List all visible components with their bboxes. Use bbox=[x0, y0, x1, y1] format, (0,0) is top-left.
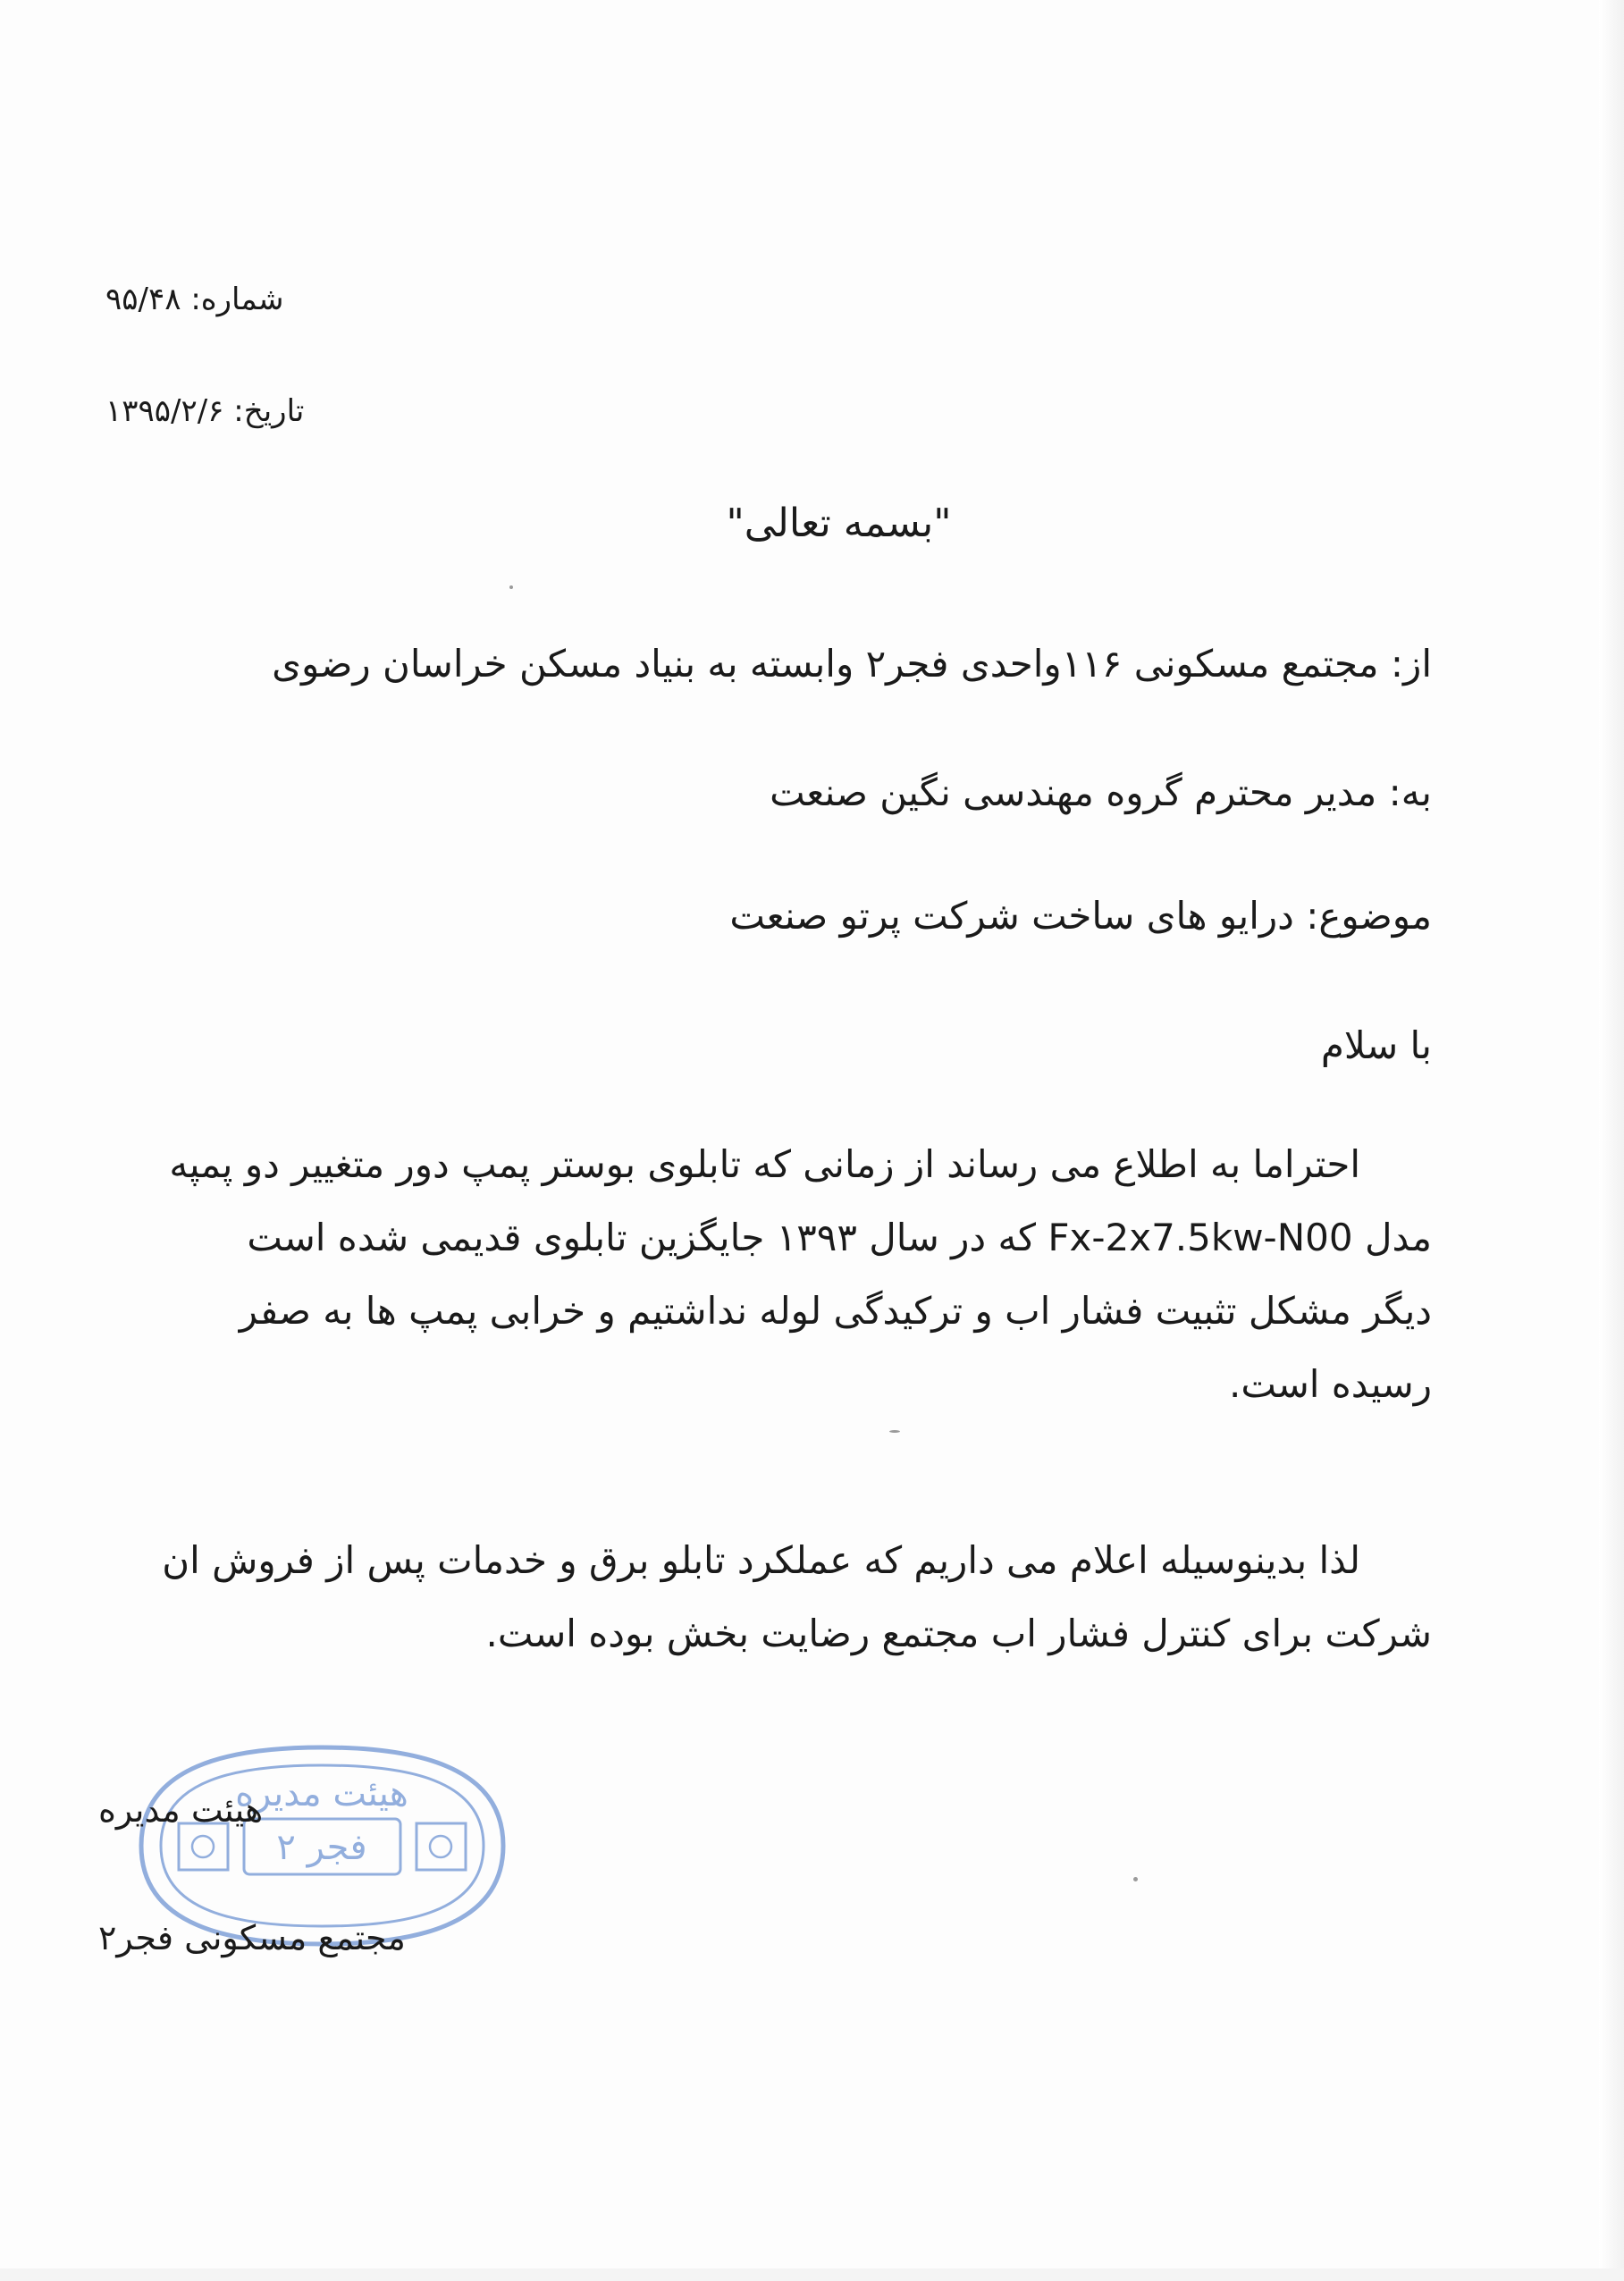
greeting-line: با سلام bbox=[1320, 1023, 1432, 1067]
model-code: Fx-2x7.5kw-N00 bbox=[1048, 1216, 1353, 1259]
paragraph-line: رسیده است. bbox=[1228, 1362, 1432, 1406]
scan-speck bbox=[1133, 1877, 1138, 1881]
body-paragraph-1 bbox=[145, 1128, 1432, 1421]
letter-number: شماره: ۹۵/۴۸ bbox=[105, 282, 284, 317]
basmala-text: "بسمه تعالی" bbox=[726, 501, 952, 546]
scan-edge-bottom bbox=[0, 2268, 1624, 2281]
body-paragraph-2 bbox=[145, 1524, 1432, 1671]
scan-edge bbox=[1599, 0, 1624, 2281]
basmala-heading bbox=[0, 501, 1624, 546]
subject-line: موضوع: درایو های ساخت شرکت پرتو صنعت bbox=[729, 894, 1432, 938]
paragraph-line: لذا بدینوسیله اعلام می داریم که عملکرد تابلو برق و خدمات پس از فروش ان bbox=[162, 1538, 1360, 1582]
to-line: به: مدیر محترم گروه مهندسی نگین صنعت bbox=[770, 770, 1432, 814]
model-suffix: که در سال ۱۳۹۳ جایگزین تابلوی قدیمی شده است bbox=[247, 1216, 1036, 1259]
scan-speck bbox=[889, 1430, 900, 1433]
paragraph-line: احتراما به اطلاع می رساند از زمانی که تابلوی بوستر پمپ دور متغییر دو پمپه bbox=[169, 1142, 1360, 1186]
paragraph-line bbox=[145, 1201, 1432, 1275]
letter-date: تاریخ: ۱۳۹۵/۲/۶ bbox=[105, 393, 305, 429]
paragraph-line: شرکت برای کنترل فشار اب مجتمع رضایت بخش بوده است. bbox=[485, 1612, 1432, 1655]
stamp-center-text: فجر ۲ bbox=[276, 1827, 367, 1868]
from-line: از: مجتمع مسکونی ۱۱۶واحدی فجر۲ وابسته به بنیاد مسکن خراسان رضوی bbox=[272, 642, 1432, 686]
stamp-top-text: هیئت مدیره bbox=[235, 1773, 408, 1814]
model-prefix: مدل bbox=[1364, 1216, 1432, 1259]
signature-complex: مجتمع مسکونی فجر۲ bbox=[98, 1918, 406, 1957]
scan-speck bbox=[509, 585, 513, 589]
signature-board: هیئت مدیره bbox=[98, 1790, 264, 1830]
paragraph-line: دیگر مشکل تثبیت فشار اب و ترکیدگی لوله نداشتیم و خرابی پمپ ها به صفر bbox=[239, 1289, 1432, 1333]
